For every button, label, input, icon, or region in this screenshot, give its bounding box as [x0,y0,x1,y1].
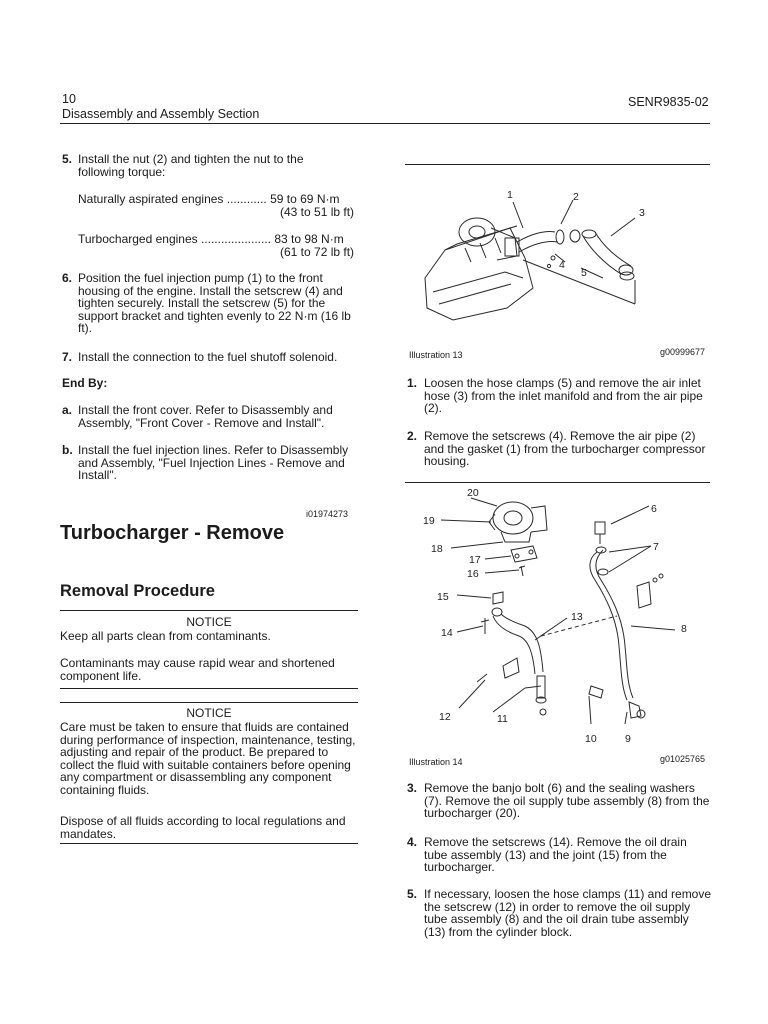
callout-9: 9 [625,733,631,745]
banjo-bolt-6 [595,522,605,534]
step-1-text: Loosen the hose clamps (5) and remove the air inlet hose (3) from the inlet manifold and from the air pipe (2). [424,376,703,416]
callout-8: 8 [681,623,687,635]
callout-11: 11 [497,713,508,725]
step-7-text: Install the connection to the fuel shutoff solenoid. [78,350,338,364]
illustration-13-caption: Illustration 13 [409,350,463,360]
callout-3: 3 [639,207,645,219]
notice-2-top-rule [60,702,358,703]
callout-13: 13 [571,611,583,623]
end-b-text: Install the fuel injection lines. Refer to Disassembly and Assembly, "Fuel Injection Lines - Remove and Install". [78,443,349,483]
page-number: 10 [62,92,76,106]
notice-2-bottom-rule [60,843,358,844]
callout-4: 4 [559,259,565,271]
torque-alt-2: (61 to 72 lb ft) [280,245,355,259]
torque-value: 83 to 98 N·m [274,232,344,246]
callout-17: 17 [469,554,481,566]
turbocharger [459,218,495,246]
illustration-13-graphic-id: g00999677 [660,347,706,357]
torque-label: Naturally aspirated engines ............ [78,192,267,206]
notice-1-text-2: Contaminants may cause rapid wear and shortened component life. [60,656,335,683]
callout-19: 19 [423,515,435,527]
step-5-number: 5. [62,152,73,166]
gasket [556,230,564,244]
callout-20: 20 [467,487,479,499]
callout-6: 6 [651,503,657,515]
illustration-13-top-rule [405,164,710,165]
step-5-text: Install the nut (2) and tighten the nut to the following torque: [78,152,304,179]
notice-2-text-2: Dispose of all fluids according to local regulations and mandates. [60,814,346,841]
torque-alt-1: (43 to 51 lb ft) [280,205,355,219]
engine-block [425,228,533,320]
callout-5: 5 [581,267,587,279]
illustration-14-graphic-id: g01025765 [660,754,706,764]
turbocharger-20 [489,502,547,542]
callout-7: 7 [653,541,659,553]
step-7-number: 7. [62,350,73,364]
illustration-13-image [405,180,705,340]
step-2-text: Remove the setscrews (4). Remove the air pipe (2) and the gasket (1) from the turbocharger compressor housing. [424,429,706,469]
callout-1: 1 [507,189,513,201]
torque-value: 59 to 69 N·m [270,192,340,206]
torque-row-2 [78,233,344,246]
end-a-letter: a. [62,403,73,417]
callout-15: 15 [437,591,449,603]
illustration-14-image [405,486,705,751]
header-rule [60,123,710,124]
end-by-heading: End By: [62,376,108,390]
section-heading: Turbocharger - Remove [60,522,285,544]
end-b-letter: b. [62,443,73,457]
callout-18: 18 [431,543,443,555]
notice-1-text-1: Keep all parts clean from contaminants. [60,629,271,643]
notice-1-top-rule [60,610,358,611]
step-3-text: Remove the banjo bolt (6) and the sealing washers (7). Remove the oil supply tube assembly (8) from the turbocharger (20). [424,781,710,821]
step-6-text: Position the fuel injection pump (1) to the front housing of the engine. Install the setscrew (4) and tighten securely. Install the setscrew (5) for the support bracket and tighten evenly to 22 N·m (16 lb ft). [78,271,351,336]
notice-2-text-1: Care must be taken to ensure that fluids are contained during performance of inspection, maintenance, testing, adjusting and repair of the product. Be prepared to collect the fluid with suitable containers before opening any compartment or disassembling any component containing fluids. [60,720,356,797]
illustration-14-top-rule [405,482,710,483]
joint-15 [493,592,503,604]
step-4-number: 4. [407,835,418,849]
air-pipe [517,231,555,242]
callout-10: 10 [585,733,597,745]
section-title: Disassembly and Assembly Section [62,107,260,121]
step-4-text: Remove the setscrews (14). Remove the oil drain tube assembly (13) and the joint (15) from the turbocharger. [424,835,687,875]
end-a-text: Install the front cover. Refer to Disassembly and Assembly, "Front Cover - Remove and Install". [78,403,333,430]
torque-label: Turbocharged engines ..................... [78,232,271,246]
step-3-number: 3. [407,781,418,795]
step-1-number: 1. [407,376,418,390]
hose-clamp [620,272,634,280]
reference-id: i01974273 [306,509,349,519]
joint-gasket-17 [511,546,537,562]
notice-1-heading: NOTICE [186,615,232,629]
step-5b-text: If necessary, loosen the hose clamps (11) and remove the setscrew (12) in order to remove the oil supply tube assembly (8) and the oil drain tube assembly (13) from the cylinder block. [424,887,712,939]
document-id: SENR9835-02 [628,95,709,109]
step-6-number: 6. [62,271,73,285]
callout-2: 2 [573,191,579,203]
subsection-heading: Removal Procedure [60,582,215,600]
illustration-14-caption: Illustration 14 [409,757,463,767]
callout-16: 16 [467,568,479,580]
step-2-number: 2. [407,429,418,443]
callout-12: 12 [439,711,451,723]
notice-1-bottom-rule [60,688,358,689]
notice-2-heading: NOTICE [186,706,232,720]
hose-clamp-11 [537,676,545,698]
callout-14: 14 [441,627,453,639]
torque-row-1 [78,193,339,206]
step-5b-number: 5. [407,887,418,901]
